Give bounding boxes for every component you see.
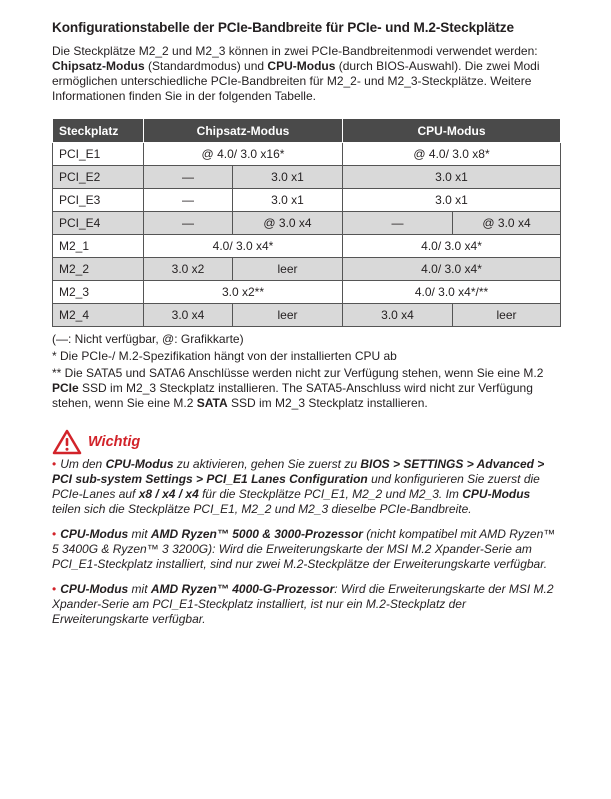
- table-row: [53, 166, 561, 189]
- page-title: Konfigurationstabelle der PCIe-Bandbreite für PCIe- und M.2-Steckplätze: [52, 20, 514, 35]
- chipset-cell: —: [144, 212, 233, 235]
- header-slot: Steckplatz: [53, 119, 144, 143]
- chipset-cell: 3.0 x2: [144, 258, 233, 281]
- list-item: • CPU-Modus mit AMD Ryzen™ 5000 & 3000-Prozessor (nicht kompatibel mit AMD Ryzen™ 5 3400G & Ryzen™ 3 3200G): Wird die Erweiterungskarte der MSI M.2 Xpander-Serie am PCI_E1-Steckplatz installiert, sind nur zwei M.2-Steckplätze der Erweiterungskarte verfügbar.: [52, 527, 556, 571]
- bullet-marker: •: [52, 457, 57, 471]
- chipset-cell: 3.0 x1: [233, 166, 343, 189]
- list-item: • Um den CPU-Modus zu aktivieren, gehen Sie zuerst zu BIOS > SETTINGS > Advanced > PCI sub-system Settings > PCI_E1 Lanes Configuration und konfigurieren Sie zuerst die PCIe-Lanes auf x8 / x4 / x4 für die Steckplätze PCI_E1, M2_2 und M2_3. Im CPU-Modus teilen sich die Steckplätze PCI_E1, M2_2 und M2_3 dieselbe PCIe-Bandbreite.: [52, 457, 545, 516]
- chipset-cell: —: [144, 189, 233, 212]
- table-header-row: [53, 119, 561, 143]
- slot-cell: M2_3: [53, 281, 144, 304]
- table-row: [53, 281, 561, 304]
- footnote-star: * Die PCIe-/ M.2-Spezifikation hängt von der installierten CPU ab: [52, 349, 397, 363]
- cpu-cell: 4.0/ 3.0 x4*: [343, 258, 561, 281]
- cpu-cell: @ 4.0/ 3.0 x8*: [343, 143, 561, 166]
- header-chipset-mode: Chipsatz-Modus: [144, 119, 343, 143]
- slot-cell: M2_1: [53, 235, 144, 258]
- footnote-double-star: ** Die SATA5 und SATA6 Anschlüsse werden nicht zur Verfügung stehen, wenn Sie eine M.2 PCIe SSD im M2_3 Steckplatz installieren. The SATA5-Anschluss wird nicht zur Verfügung stehen, wenn Sie eine M.2 SATA SSD im M2_3 Steckplatz installieren.: [52, 366, 544, 410]
- chipset-cell: 3.0 x4: [144, 304, 233, 327]
- warning-triangle-icon: [52, 429, 82, 455]
- slot-cell: M2_4: [53, 304, 144, 327]
- cpu-cell: 4.0/ 3.0 x4*: [343, 235, 561, 258]
- cpu-cell: 4.0/ 3.0 x4*/**: [343, 281, 561, 304]
- list-item: • CPU-Modus mit AMD Ryzen™ 4000-G-Prozessor: Wird die Erweiterungskarte der MSI M.2 Xpander-Serie am PCI_E1-Steckplatz installiert, ist nur ein M.2-Steckplatz der Erweiterungskarte verfügbar.: [52, 582, 554, 626]
- slot-cell: PCI_E2: [53, 166, 144, 189]
- cpu-cell: 3.0 x1: [343, 189, 561, 212]
- chipset-cell: 3.0 x2**: [144, 281, 343, 304]
- chipset-cell: 3.0 x1: [233, 189, 343, 212]
- table-row: [53, 189, 561, 212]
- important-list: [52, 457, 560, 627]
- slot-cell: PCI_E4: [53, 212, 144, 235]
- table-row: [53, 258, 561, 281]
- header-cpu-mode: CPU-Modus: [343, 119, 561, 143]
- cpu-cell: @ 3.0 x4: [453, 212, 561, 235]
- cpu-cell: 3.0 x4: [343, 304, 453, 327]
- chipset-cell: leer: [233, 258, 343, 281]
- table-row: [53, 235, 561, 258]
- important-heading: [52, 429, 560, 455]
- chipset-cell: 4.0/ 3.0 x4*: [144, 235, 343, 258]
- chipset-cell: @ 4.0/ 3.0 x16*: [144, 143, 343, 166]
- document-page: [52, 20, 560, 637]
- legend-note: (—: Nicht verfügbar, @: Grafikkarte): [52, 332, 244, 346]
- chipset-cell: @ 3.0 x4: [233, 212, 343, 235]
- table-row: [53, 212, 561, 235]
- slot-cell: M2_2: [53, 258, 144, 281]
- table-row: [53, 143, 561, 166]
- important-title: Wichtig: [88, 434, 141, 450]
- table-notes: [52, 332, 560, 411]
- chipset-cell: —: [144, 166, 233, 189]
- intro-paragraph: Die Steckplätze M2_2 und M2_3 können in zwei PCIe-Bandbreitenmodi verwendet werden: Chipsatz-Modus (Standardmodus) und CPU-Modus (durch BIOS-Auswahl). Die zwei Modi ermöglichen unterschiedliche PCIe-Bandbreiten für M2_2- und M2_3-Steckplätze. Weitere Informationen finden Sie in der folgenden Tabelle.: [52, 44, 540, 103]
- cpu-cell: 3.0 x1: [343, 166, 561, 189]
- pcie-bandwidth-table: [52, 118, 561, 327]
- slot-cell: PCI_E1: [53, 143, 144, 166]
- bullet-marker: •: [52, 582, 57, 596]
- chipset-cell: leer: [233, 304, 343, 327]
- slot-cell: PCI_E3: [53, 189, 144, 212]
- bullet-marker: •: [52, 527, 57, 541]
- cpu-cell: leer: [453, 304, 561, 327]
- cpu-cell: —: [343, 212, 453, 235]
- table-row: [53, 304, 561, 327]
